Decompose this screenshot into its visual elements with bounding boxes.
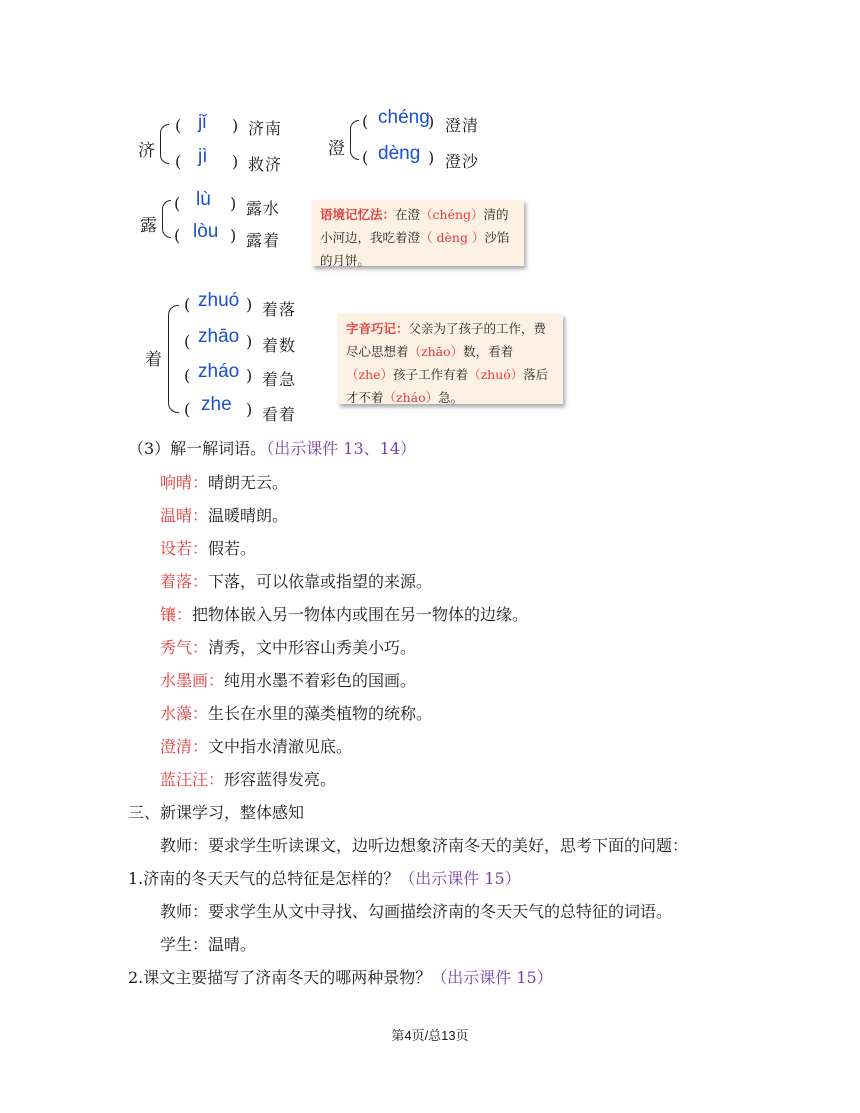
vocab-term: 水藻： <box>160 704 209 723</box>
group-zhe-open-4: ( <box>184 400 191 419</box>
note-sound-memory <box>338 314 563 404</box>
note-context-memory <box>312 200 524 266</box>
group-lu-open-1: ( <box>174 194 181 213</box>
note-sound-pinyin-4: （zháo） <box>383 390 439 405</box>
vocab-term: 蓝汪汪： <box>160 770 225 789</box>
group-ji-head: 济 <box>138 141 155 161</box>
vocab-term: 设若： <box>160 539 209 558</box>
group-lu-close-1: ) <box>230 194 237 213</box>
section3-q1-student: 学生：温晴。 <box>160 935 257 954</box>
note-sound-text-4: 落后才不着 <box>346 367 549 405</box>
vocab-item-9 <box>160 767 336 790</box>
note-context-pinyin-1: （chéng） <box>420 207 484 222</box>
note-context-pinyin-2: （ dèng ） <box>420 230 485 245</box>
group-zhe-close-3: ) <box>246 366 253 385</box>
vocab-def: 纯用水墨不着彩色的国画。 <box>224 671 417 690</box>
group-lu-word-1: 露水 <box>246 199 281 218</box>
note-sound-text-2: 数，看着 <box>463 344 514 359</box>
group-cheng-word-1: 澄清 <box>445 116 480 135</box>
group-ji-open-2: ( <box>175 152 182 171</box>
group-lu-close-2: ) <box>230 226 237 245</box>
vocab-def: 温暖晴朗。 <box>208 506 289 525</box>
section3-q1-teacher: 教师：要求学生从文中寻找、勾画描绘济南的冬天天气的总特征的词语。 <box>160 902 673 921</box>
group-lu-pinyin-1: lù <box>196 189 211 210</box>
vocab-term: 着落： <box>160 572 209 591</box>
vocab-def: 下落，可以依靠或指望的来源。 <box>208 572 433 591</box>
vocab-term: 温晴： <box>160 506 209 525</box>
group-lu-word-2: 露着 <box>246 231 281 250</box>
vocab-def: 形容蓝得发亮。 <box>224 770 337 789</box>
group-ji-pinyin-1: jǐ <box>198 112 207 133</box>
note-context-text-1: 在澄 <box>395 207 421 222</box>
vocab-item-1 <box>160 503 288 526</box>
vocab-item-4 <box>160 602 528 625</box>
group-zhe-close-2: ) <box>246 332 253 351</box>
vocab-item-8 <box>160 734 352 757</box>
vocab-def: 生长在水里的藻类植物的统称。 <box>208 704 433 723</box>
group-lu-head: 露 <box>140 216 157 236</box>
group-zhe-pinyin-1: zhuó <box>198 290 240 311</box>
group-lu-pinyin-2: lòu <box>193 221 219 242</box>
group-ji-brace <box>160 124 169 164</box>
section3-q1-ref: （出示课件 15） <box>399 869 521 888</box>
group-cheng-close-1: ) <box>428 112 435 131</box>
note-sound-text-3: 孩子工作有着 <box>393 367 469 382</box>
group-zhe-open-2: ( <box>184 332 191 351</box>
group-zhe-head: 着 <box>145 350 162 370</box>
section3-q1-line <box>128 866 521 889</box>
group-zhe-brace <box>168 305 179 413</box>
vocab-term: 水墨画： <box>160 671 225 690</box>
group-zhe-open-3: ( <box>184 366 191 385</box>
group-cheng-open-1: ( <box>362 112 369 131</box>
vocab-term: 响晴： <box>160 473 209 492</box>
vocab-heading-ref: （出示课件 13、14） <box>266 439 416 458</box>
vocab-term: 秀气： <box>160 638 209 657</box>
group-cheng-close-2: ) <box>428 148 435 167</box>
group-lu-brace <box>162 200 171 238</box>
group-zhe-close-1: ) <box>246 295 253 314</box>
vocab-item-2 <box>160 536 256 559</box>
note-context-text-3: 沙馅的月饼。 <box>320 230 510 268</box>
vocab-item-5 <box>160 635 416 658</box>
group-zhe-pinyin-4: zhe <box>201 394 232 415</box>
section3-q2-ref: （出示课件 15） <box>431 968 553 987</box>
group-cheng-word-2: 澄沙 <box>445 152 480 171</box>
group-zhe-word-1: 着落 <box>262 300 297 319</box>
vocab-def: 清秀，文中形容山秀美小巧。 <box>208 638 417 657</box>
vocab-heading: （3）解一解词语。 <box>128 439 267 458</box>
group-zhe-pinyin-2: zhāo <box>198 326 240 347</box>
vocab-item-6 <box>160 668 416 691</box>
vocab-term: 镶： <box>160 605 193 624</box>
section3-q2: 2.课文主要描写了济南冬天的哪两种景物？ <box>128 968 432 987</box>
group-ji-pinyin-2: jì <box>198 146 208 167</box>
group-ji-close-1: ) <box>232 116 239 135</box>
group-lu-open-2: ( <box>174 226 181 245</box>
group-ji-word-1: 济南 <box>248 119 283 138</box>
group-zhe-close-4: ) <box>246 400 253 419</box>
vocab-def: 晴朗无云。 <box>208 473 289 492</box>
note-sound-pinyin-1: （zhāo） <box>408 344 464 359</box>
note-context-text-2: 清的小河边，我吃着澄 <box>320 207 509 245</box>
group-zhe-pinyin-3: zháo <box>198 361 240 382</box>
group-ji-word-2: 救济 <box>248 155 283 174</box>
group-cheng-pinyin-1: chéng <box>378 107 430 128</box>
group-zhe-word-3: 着急 <box>262 370 297 389</box>
section3-title: 三、新课学习，整体感知 <box>128 803 305 822</box>
group-zhe-word-2: 着数 <box>262 336 297 355</box>
vocab-def: 文中指水清澈见底。 <box>208 737 353 756</box>
section3-q2-line <box>128 965 553 988</box>
group-ji-close-2: ) <box>232 152 239 171</box>
note-context-label: 语境记忆法： <box>320 207 396 222</box>
page-footer: 第4页/总13页 <box>391 1028 469 1043</box>
group-cheng-head: 澄 <box>328 139 345 159</box>
vocab-heading-line <box>128 436 416 459</box>
note-sound-text-1: 父亲为了孩子的工作，费尽心思想着 <box>346 321 547 359</box>
section3-q1: 1.济南的冬天天气的总特征是怎样的？ <box>128 869 400 888</box>
vocab-item-0 <box>160 470 288 493</box>
note-sound-label: 字音巧记： <box>346 321 409 336</box>
vocab-term: 澄清： <box>160 737 209 756</box>
group-cheng-pinyin-2: dèng <box>378 143 421 164</box>
vocab-def: 假若。 <box>208 539 257 558</box>
note-sound-pinyin-2: （zhe） <box>346 367 394 382</box>
group-cheng-open-2: ( <box>362 148 369 167</box>
vocab-item-3 <box>160 569 432 592</box>
group-zhe-open-1: ( <box>184 295 191 314</box>
section3-intro: 教师：要求学生听读课文，边听边想象济南冬天的美好，思考下面的问题： <box>160 836 689 855</box>
group-zhe-word-4: 看着 <box>262 405 297 424</box>
group-ji-open-1: ( <box>175 116 182 135</box>
vocab-def: 把物体嵌入另一物体内或围在另一物体的边缘。 <box>192 605 529 624</box>
note-sound-pinyin-3: （zhuó） <box>468 367 524 382</box>
note-sound-text-5: 急。 <box>438 390 464 405</box>
vocab-item-7 <box>160 701 432 724</box>
group-cheng-brace <box>350 120 359 160</box>
